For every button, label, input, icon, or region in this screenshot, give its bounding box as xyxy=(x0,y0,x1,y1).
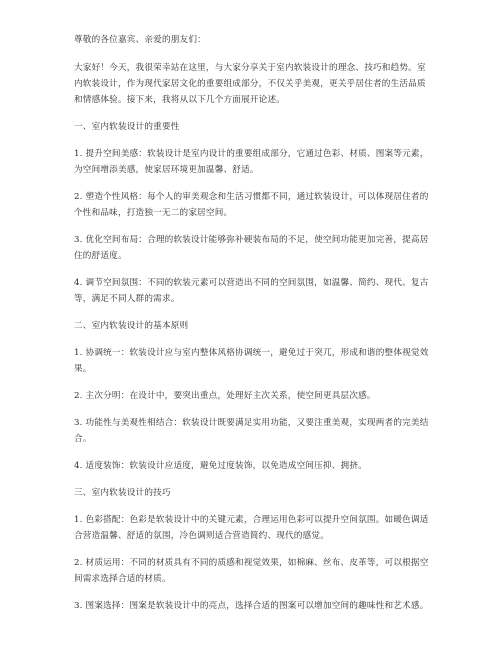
list-item: 4. 适度装饰：软装设计应适度，避免过度装饰，以免造成空间压抑、拥挤。 xyxy=(74,461,367,471)
list-item: 2. 主次分明：在设计中，要突出重点，处理好主次关系，使空间更具层次感。 xyxy=(74,391,376,401)
intro-paragraph: 大家好！今天，我很荣幸站在这里，与大家分享关于室内软装设计的理念、技巧和趋势。室内软装设计，作为现代家居文化的重要组成部分，不仅关乎美观，更关乎居住者的生活品质和情感体验。接下来，我将从以下几个方面展开论述。 xyxy=(74,63,426,105)
list-item: 2. 材质运用：不同的材质具有不同的质感和视觉效果，如棉麻、丝布、皮革等，可以根据空间需求选择合适的材质。 xyxy=(74,558,429,584)
list-item: 3. 图案选择：图案是软装设计中的亮点，选择合适的图案可以增加空间的趣味性和艺术感。 xyxy=(74,601,429,611)
section-heading-principles: 二、室内软装设计的基本原则 xyxy=(74,321,189,331)
list-item: 1. 提升空间美感：软装设计是室内设计的重要组成部分，它通过色彩、材质、图案等元素，为空间增添美感，使家居环境更加温馨、舒适。 xyxy=(74,149,429,175)
section-heading-techniques: 三、室内软装设计的技巧 xyxy=(74,488,171,498)
greeting-line: 尊敬的各位嘉宾、亲爱的朋友们： xyxy=(74,35,206,45)
list-item: 3. 功能性与美观性相结合：软装设计既要满足实用功能，又要注重美观，实现两者的完美结合。 xyxy=(74,418,429,444)
document-body xyxy=(74,32,434,614)
list-item: 3. 优化空间布局：合理的软装设计能够弥补硬装布局的不足，使空间功能更加完善，提高居住的舒适度。 xyxy=(74,235,429,261)
list-item: 1. 色彩搭配：色彩是软装设计中的关键元素，合理运用色彩可以提升空间氛围。如暖色调适合营造温馨、舒适的氛围，冷色调则适合营造简约、现代的感觉。 xyxy=(74,515,429,541)
list-item: 4. 调节空间氛围：不同的软装元素可以营造出不同的空间氛围，如温馨、简约、现代、复古等，满足不同人群的需求。 xyxy=(74,278,429,304)
list-item: 1. 协调统一：软装设计应与室内整体风格协调统一，避免过于突兀，形成和谐的整体视觉效果。 xyxy=(74,348,429,374)
list-item: 2. 塑造个性风格：每个人的审美观念和生活习惯都不同，通过软装设计，可以体现居住者的个性和品味，打造独一无二的家居空间。 xyxy=(74,192,429,218)
section-heading-importance: 一、室内软装设计的重要性 xyxy=(74,122,180,132)
